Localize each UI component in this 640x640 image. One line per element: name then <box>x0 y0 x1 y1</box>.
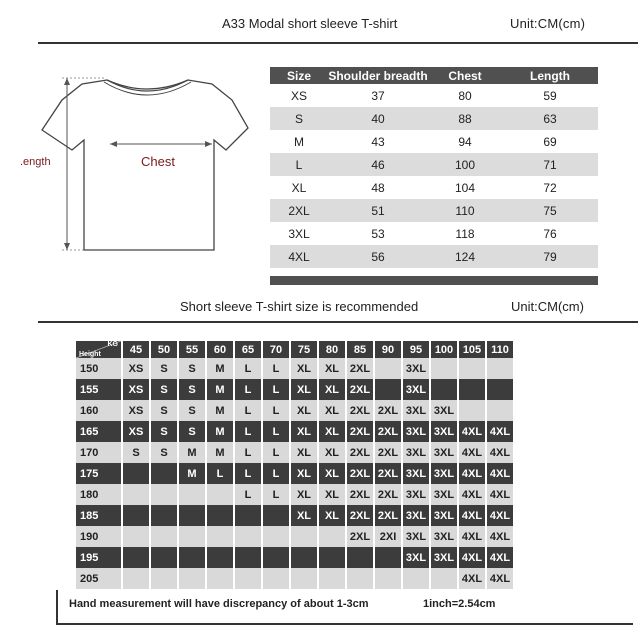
size-cell: 76 <box>502 222 598 245</box>
size-recommendation-cell: M <box>179 442 205 463</box>
size-recommendation-cell: 4XL <box>487 421 513 442</box>
size-cell: 104 <box>428 176 502 199</box>
height-label: 205 <box>76 568 121 589</box>
size-recommendation-cell: 4XL <box>487 568 513 589</box>
weight-header: 75 <box>291 341 317 358</box>
size-recommendation-cell: 3XL <box>431 484 457 505</box>
height-label: 155 <box>76 379 121 400</box>
size-recommendation-cell: L <box>235 421 261 442</box>
size-recommendation-cell: 3XL <box>431 463 457 484</box>
size-recommendation-cell: XS <box>123 400 149 421</box>
weight-header: 110 <box>487 341 513 358</box>
size-recommendation-cell <box>123 463 149 484</box>
chest-label: Chest <box>141 154 175 169</box>
size-cell: 75 <box>502 199 598 222</box>
weight-header: 85 <box>347 341 373 358</box>
height-row <box>76 526 513 547</box>
size-recommendation-cell: XL <box>319 358 345 379</box>
size-recommendation-cell: S <box>151 379 177 400</box>
weight-header: 60 <box>207 341 233 358</box>
size-recommendation-cell <box>179 505 205 526</box>
size-recommendation-cell <box>375 358 401 379</box>
size-cell: 110 <box>428 199 502 222</box>
size-recommendation-cell <box>319 547 345 568</box>
size-recommendation-cell: 3XL <box>403 442 429 463</box>
size-recommendation-cell: 4XL <box>487 484 513 505</box>
size-recommendation-cell: 4XL <box>459 421 485 442</box>
size-recommendation-cell: 3XL <box>431 505 457 526</box>
size-recommendation-cell: L <box>263 442 289 463</box>
size-recommendation-cell: 2XL <box>375 421 401 442</box>
size-recommendation-cell: M <box>179 463 205 484</box>
size-cell: XS <box>270 84 328 107</box>
size-cell: 59 <box>502 84 598 107</box>
size-row <box>270 130 598 153</box>
size-recommendation-cell: L <box>235 400 261 421</box>
size-recommendation-cell: L <box>263 484 289 505</box>
size-recommendation-cell: M <box>207 400 233 421</box>
size-recommendation-cell <box>179 568 205 589</box>
size-recommendation-cell <box>459 358 485 379</box>
weight-header: 105 <box>459 341 485 358</box>
size-recommendation-cell: XS <box>123 421 149 442</box>
size-recommendation-cell: 2XL <box>375 400 401 421</box>
size-col-header: Size <box>270 67 328 84</box>
height-row <box>76 421 513 442</box>
height-row <box>76 484 513 505</box>
size-recommendation-cell: 2XL <box>375 505 401 526</box>
height-row <box>76 400 513 421</box>
size-recommendation-cell: S <box>123 442 149 463</box>
weight-header: 55 <box>179 341 205 358</box>
size-recommendation-cell <box>487 400 513 421</box>
size-recommendation-cell: 3XL <box>403 421 429 442</box>
height-label: 160 <box>76 400 121 421</box>
size-recommendation-cell: 4XL <box>487 547 513 568</box>
weight-header: 90 <box>375 341 401 358</box>
size-recommendation-cell: 4XL <box>459 547 485 568</box>
size-recommendation-cell <box>459 379 485 400</box>
size-recommendation-cell: 2XL <box>375 463 401 484</box>
size-cell: S <box>270 107 328 130</box>
weight-header: 50 <box>151 341 177 358</box>
size-recommendation-cell: 4XL <box>459 484 485 505</box>
size-recommendation-cell: XL <box>291 379 317 400</box>
height-label: 190 <box>76 526 121 547</box>
unit-label: Unit:CM(cm) <box>510 16 586 31</box>
size-recommendation-cell <box>431 379 457 400</box>
size-recommendation-cell: 3XL <box>403 463 429 484</box>
chart-title: A33 Modal short sleeve T-shirt <box>222 16 398 31</box>
size-recommendation-cell: 3XL <box>403 358 429 379</box>
size-row <box>270 84 598 107</box>
size-recommendation-cell: L <box>235 442 261 463</box>
weight-header: 95 <box>403 341 429 358</box>
size-recommendation-cell <box>151 547 177 568</box>
size-recommendation-cell: 2XL <box>375 484 401 505</box>
size-cell: 2XL <box>270 199 328 222</box>
size-recommendation-cell: XL <box>319 505 345 526</box>
size-recommendation-cell: 2XL <box>347 379 373 400</box>
height-label: 165 <box>76 421 121 442</box>
size-recommendation-cell <box>123 505 149 526</box>
length-label: .ength <box>20 156 51 168</box>
size-cell: 56 <box>328 245 428 268</box>
height-label: 150 <box>76 358 121 379</box>
size-recommendation-cell: 3XL <box>403 379 429 400</box>
size-recommendation-cell <box>179 526 205 547</box>
size-recommendation-cell <box>123 547 149 568</box>
size-row <box>270 107 598 130</box>
size-cell: 51 <box>328 199 428 222</box>
size-recommendation-cell: XL <box>319 379 345 400</box>
size-recommendation-cell <box>431 568 457 589</box>
size-recommendation-cell <box>207 526 233 547</box>
size-recommendation-cell: 2XL <box>347 358 373 379</box>
weight-header: 45 <box>123 341 149 358</box>
size-recommendation-cell <box>207 484 233 505</box>
size-cell: 88 <box>428 107 502 130</box>
size-row <box>270 176 598 199</box>
size-recommendation-cell: M <box>207 442 233 463</box>
size-recommendation-cell: S <box>179 358 205 379</box>
size-recommendation-cell: S <box>179 421 205 442</box>
size-row <box>270 199 598 222</box>
size-cell: 100 <box>428 153 502 176</box>
size-recommendation-cell: 2XL <box>347 526 373 547</box>
size-col-header: Length <box>502 67 598 84</box>
size-cell: 94 <box>428 130 502 153</box>
size-cell: 37 <box>328 84 428 107</box>
size-recommendation-cell: 4XL <box>487 463 513 484</box>
size-recommendation-cell <box>235 568 261 589</box>
size-recommendation-cell <box>459 400 485 421</box>
middle-divider <box>38 321 638 323</box>
size-recommendation-cell <box>487 358 513 379</box>
size-recommendation-cell: XS <box>123 379 149 400</box>
size-recommendation-cell <box>207 568 233 589</box>
corner-header <box>76 341 121 358</box>
size-recommendation-cell: XL <box>291 484 317 505</box>
corner-kg-label: KG <box>107 341 118 348</box>
weight-header: 80 <box>319 341 345 358</box>
size-recommendation-cell <box>151 568 177 589</box>
size-recommendation-cell <box>263 547 289 568</box>
size-recommendation-cell <box>151 505 177 526</box>
size-recommendation-cell: XL <box>319 400 345 421</box>
size-recommendation-cell: M <box>207 379 233 400</box>
size-recommendation-cell <box>291 568 317 589</box>
weight-header: 65 <box>235 341 261 358</box>
size-recommendation-cell: XL <box>291 421 317 442</box>
size-recommendation-cell: 3XL <box>403 400 429 421</box>
size-row <box>270 153 598 176</box>
size-recommendation-cell: 2XL <box>347 442 373 463</box>
size-recommendation-cell <box>235 526 261 547</box>
height-row <box>76 568 513 589</box>
size-recommendation-cell: 3XL <box>431 442 457 463</box>
size-recommendation-cell: 2XL <box>347 505 373 526</box>
height-label: 185 <box>76 505 121 526</box>
height-row <box>76 442 513 463</box>
size-recommendation-cell <box>123 568 149 589</box>
size-recommendation-cell: XL <box>319 484 345 505</box>
size-cell: 69 <box>502 130 598 153</box>
size-recommendation-cell: L <box>263 400 289 421</box>
size-recommendation-cell: S <box>151 358 177 379</box>
size-cell: 80 <box>428 84 502 107</box>
inch-conversion: 1inch=2.54cm <box>423 598 496 610</box>
size-recommendation-cell <box>179 547 205 568</box>
size-recommendation-cell: S <box>151 400 177 421</box>
size-recommendation-cell <box>291 526 317 547</box>
size-recommendation-cell <box>207 505 233 526</box>
size-cell: 79 <box>502 245 598 268</box>
size-cell: 4XL <box>270 245 328 268</box>
size-recommendation-cell: 2XL <box>347 400 373 421</box>
size-recommendation-cell: L <box>235 379 261 400</box>
size-cell: 48 <box>328 176 428 199</box>
size-recommendation-cell: 4XL <box>487 442 513 463</box>
size-recommendation-cell <box>263 526 289 547</box>
size-recommendation-cell: 4XL <box>487 526 513 547</box>
size-recommendation-cell: 4XL <box>487 505 513 526</box>
size-recommendation-cell <box>375 547 401 568</box>
size-cell: 118 <box>428 222 502 245</box>
height-row <box>76 358 513 379</box>
size-recommendation-cell: 2XI <box>375 526 401 547</box>
size-recommendation-cell <box>179 484 205 505</box>
size-recommendation-cell <box>347 568 373 589</box>
size-cell: 46 <box>328 153 428 176</box>
size-cell: 124 <box>428 245 502 268</box>
height-row <box>76 379 513 400</box>
height-label: 195 <box>76 547 121 568</box>
weight-header: 70 <box>263 341 289 358</box>
size-cell: 3XL <box>270 222 328 245</box>
size-recommendation-cell: XL <box>319 421 345 442</box>
size-recommendation-cell: S <box>151 442 177 463</box>
weight-header: 100 <box>431 341 457 358</box>
size-recommendation-cell: 3XL <box>431 400 457 421</box>
size-recommendation-cell: 3XL <box>431 526 457 547</box>
height-label: 175 <box>76 463 121 484</box>
height-label: 170 <box>76 442 121 463</box>
size-recommendation-cell: 3XL <box>403 547 429 568</box>
size-recommendation-cell <box>263 505 289 526</box>
size-recommendation-cell: 2XL <box>347 421 373 442</box>
size-col-header: Chest <box>428 67 502 84</box>
recommendation-title: Short sleeve T-shirt size is recommended <box>180 299 419 314</box>
size-recommendation-cell: 4XL <box>459 463 485 484</box>
size-recommendation-cell: XL <box>291 442 317 463</box>
size-cell: M <box>270 130 328 153</box>
size-table <box>270 67 598 268</box>
size-recommendation-cell <box>319 568 345 589</box>
size-col-header: Shoulder breadth <box>328 68 428 83</box>
size-recommendation-cell: S <box>179 400 205 421</box>
measurement-note: Hand measurement will have discrepancy of about 1-3cm <box>69 598 369 610</box>
top-divider <box>38 42 638 44</box>
size-recommendation-cell: 2XL <box>347 463 373 484</box>
size-recommendation-cell: XL <box>291 505 317 526</box>
size-cell: 72 <box>502 176 598 199</box>
size-recommendation-cell <box>151 463 177 484</box>
size-cell: L <box>270 153 328 176</box>
size-recommendation-cell <box>151 526 177 547</box>
size-recommendation-cell <box>291 547 317 568</box>
size-recommendation-cell <box>319 526 345 547</box>
size-recommendation-cell <box>347 547 373 568</box>
size-recommendation-cell <box>235 547 261 568</box>
size-recommendation-cell: L <box>263 421 289 442</box>
recommendation-grid <box>74 341 515 589</box>
size-recommendation-cell <box>375 568 401 589</box>
size-recommendation-cell: 4XL <box>459 526 485 547</box>
size-recommendation-cell: L <box>263 379 289 400</box>
size-recommendation-cell: 2XL <box>347 484 373 505</box>
size-cell: XL <box>270 176 328 199</box>
size-recommendation-cell <box>403 568 429 589</box>
size-recommendation-cell: L <box>235 484 261 505</box>
size-recommendation-cell: S <box>179 379 205 400</box>
size-table-footer <box>270 276 598 285</box>
size-recommendation-cell: 4XL <box>459 505 485 526</box>
size-recommendation-cell <box>123 484 149 505</box>
size-recommendation-cell <box>487 379 513 400</box>
size-recommendation-cell: 3XL <box>403 526 429 547</box>
size-recommendation-cell: XS <box>123 358 149 379</box>
size-recommendation-cell: L <box>235 463 261 484</box>
size-recommendation-cell: 2XL <box>375 442 401 463</box>
size-recommendation-cell <box>207 547 233 568</box>
size-cell: 71 <box>502 153 598 176</box>
height-row <box>76 463 513 484</box>
size-recommendation-cell <box>123 526 149 547</box>
size-recommendation-cell: 3XL <box>431 421 457 442</box>
corner-height-label: Height <box>79 351 101 358</box>
size-recommendation-cell: 3XL <box>403 484 429 505</box>
size-recommendation-cell: XL <box>319 442 345 463</box>
size-cell: 40 <box>328 107 428 130</box>
height-row <box>76 505 513 526</box>
size-recommendation-cell: 3XL <box>431 547 457 568</box>
size-recommendation-cell: L <box>263 358 289 379</box>
size-recommendation-cell: S <box>151 421 177 442</box>
size-recommendation-cell: L <box>207 463 233 484</box>
size-recommendation-cell: XL <box>291 400 317 421</box>
size-recommendation-cell <box>431 358 457 379</box>
size-recommendation-cell <box>263 568 289 589</box>
recommendation-unit: Unit:CM(cm) <box>511 299 584 314</box>
size-cell: 63 <box>502 107 598 130</box>
size-cell: 43 <box>328 130 428 153</box>
size-cell: 53 <box>328 222 428 245</box>
size-row <box>270 222 598 245</box>
size-recommendation-cell: XL <box>291 358 317 379</box>
size-recommendation-cell <box>151 484 177 505</box>
size-recommendation-cell: 4XL <box>459 568 485 589</box>
size-recommendation-cell <box>235 505 261 526</box>
size-recommendation-cell: L <box>263 463 289 484</box>
height-label: 180 <box>76 484 121 505</box>
size-row <box>270 245 598 268</box>
size-recommendation-cell: 4XL <box>459 442 485 463</box>
height-row <box>76 547 513 568</box>
size-recommendation-cell: 3XL <box>403 505 429 526</box>
size-recommendation-cell: XL <box>319 463 345 484</box>
size-recommendation-cell <box>375 379 401 400</box>
size-recommendation-cell: M <box>207 421 233 442</box>
size-recommendation-cell: M <box>207 358 233 379</box>
size-recommendation-cell: L <box>235 358 261 379</box>
size-recommendation-cell: XL <box>291 463 317 484</box>
